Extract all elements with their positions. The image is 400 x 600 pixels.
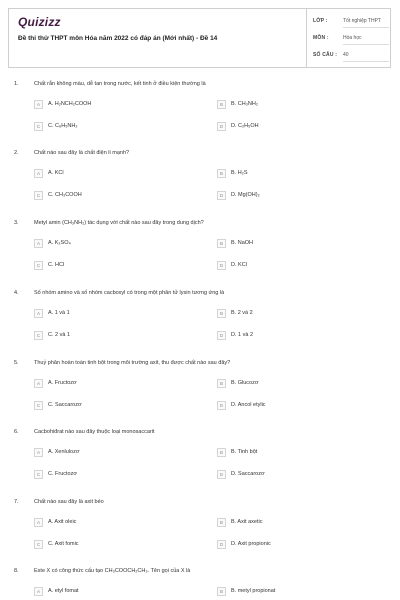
question-number: 7. <box>14 499 19 505</box>
option-b[interactable] <box>217 239 367 250</box>
option-c[interactable] <box>34 191 184 202</box>
option-text: C. 2 và 1 <box>48 332 71 338</box>
option-b[interactable] <box>217 309 367 320</box>
option-a[interactable] <box>34 448 184 459</box>
option-a[interactable] <box>34 169 184 180</box>
option-b[interactable] <box>217 169 367 180</box>
option-text: C. Saccarozơ <box>48 402 82 408</box>
question-text: Chất nào sau đây là chất điện li mạnh? <box>34 150 130 156</box>
option-text: B. 2 và 2 <box>231 310 253 316</box>
meta-count-value: 40 <box>343 52 349 58</box>
option-text: D. C₂H₅OH <box>231 123 259 129</box>
option-letter-box: C <box>34 191 43 200</box>
quizizz-logo: Quizizz <box>18 15 61 29</box>
option-text: B. Axit axetic <box>231 519 263 525</box>
option-text: B. H₂S <box>231 170 248 176</box>
option-letter-box: A <box>34 448 43 457</box>
option-a[interactable] <box>34 239 184 250</box>
option-c[interactable] <box>34 331 184 342</box>
option-a[interactable] <box>34 309 184 320</box>
question-text: Chất nào sau đây là axit béo <box>34 499 104 505</box>
option-letter-box: D <box>217 122 226 131</box>
option-c[interactable] <box>34 401 184 412</box>
question-number: 3. <box>14 220 19 226</box>
option-c[interactable] <box>34 122 184 133</box>
option-text: D. KCl <box>231 262 247 268</box>
option-text: A. 1 và 1 <box>48 310 70 316</box>
question-2 <box>0 150 400 218</box>
option-d[interactable] <box>217 470 367 481</box>
question-number: 4. <box>14 290 19 296</box>
option-text: C. Axit fomic <box>48 541 79 547</box>
option-text: A. K₂SO₄ <box>48 240 71 246</box>
question-text: Chất rắn không màu, dễ tan trong nước, kết tinh ở điều kiện thường là <box>34 81 206 87</box>
question-text: Cacbohiđrat nào sau đây thuộc loại monosaccarit <box>34 429 155 435</box>
option-d[interactable] <box>217 122 367 133</box>
option-text: A. Xenlulozơ <box>48 449 80 455</box>
worksheet-title: Đề thi thử THPT môn Hóa năm 2022 có đáp án (Mới nhất) - Đề 14 <box>18 35 218 42</box>
option-a[interactable] <box>34 518 184 529</box>
option-letter-box: B <box>217 379 226 388</box>
option-letter-box: C <box>34 470 43 479</box>
question-number: 6. <box>14 429 19 435</box>
meta-divider <box>343 27 389 28</box>
option-letter-box: B <box>217 239 226 248</box>
meta-class-value: Tốt nghiệp THPT <box>343 18 381 24</box>
option-text: B. Glucozơ <box>231 380 259 386</box>
option-letter-box: A <box>34 518 43 527</box>
option-text: D. 1 và 2 <box>231 332 254 338</box>
option-text: A. H₂NCH₂COOH <box>48 101 92 107</box>
option-letter-box: C <box>34 540 43 549</box>
option-d[interactable] <box>217 401 367 412</box>
meta-count-label: SỐ CÂU : <box>313 52 338 58</box>
option-c[interactable] <box>34 470 184 481</box>
option-letter-box: A <box>34 379 43 388</box>
option-d[interactable] <box>217 540 367 551</box>
option-letter-box: C <box>34 401 43 410</box>
option-a[interactable] <box>34 379 184 390</box>
question-6 <box>0 429 400 497</box>
question-number: 1. <box>14 81 19 87</box>
option-text: B. NaOH <box>231 240 254 246</box>
question-5 <box>0 360 400 428</box>
option-text: A. Fructozơ <box>48 380 77 386</box>
option-b[interactable] <box>217 587 367 598</box>
question-text: Metyl amin (CH₃NH₂) tác dụng với chất nào sau đây trong dung dịch? <box>34 220 204 226</box>
meta-subject-value: Hóa học <box>343 35 362 41</box>
option-text: A. etyl fomat <box>48 588 79 594</box>
option-letter-box: B <box>217 100 226 109</box>
option-text: A. KCl <box>48 170 64 176</box>
meta-count <box>313 52 391 66</box>
option-d[interactable] <box>217 191 367 202</box>
option-letter-box: C <box>34 122 43 131</box>
option-letter-box: B <box>217 448 226 457</box>
option-text: C. HCl <box>48 262 65 268</box>
option-b[interactable] <box>217 518 367 529</box>
option-letter-box: A <box>34 239 43 248</box>
option-letter-box: D <box>217 401 226 410</box>
option-letter-box: B <box>217 169 226 178</box>
option-letter-box: A <box>34 309 43 318</box>
option-d[interactable] <box>217 261 367 272</box>
worksheet-meta <box>306 9 391 67</box>
option-c[interactable] <box>34 261 184 272</box>
option-text: B. metyl propionat <box>231 588 276 594</box>
option-letter-box: A <box>34 100 43 109</box>
option-letter-box: B <box>217 518 226 527</box>
meta-class <box>313 18 391 32</box>
option-text: D. Ancol etylic <box>231 402 266 408</box>
meta-class-label: LỚP : <box>313 18 328 24</box>
option-letter-box: B <box>217 587 226 596</box>
worksheet-header <box>8 8 391 68</box>
question-3 <box>0 220 400 288</box>
option-letter-box: B <box>217 309 226 318</box>
question-number: 2. <box>14 150 19 156</box>
option-letter-box: D <box>217 331 226 340</box>
option-letter-box: C <box>34 261 43 270</box>
option-text: B. CH₃NH₂ <box>231 101 258 107</box>
option-c[interactable] <box>34 540 184 551</box>
option-letter-box: A <box>34 587 43 596</box>
option-letter-box: D <box>217 191 226 200</box>
question-7 <box>0 499 400 567</box>
option-b[interactable] <box>217 448 367 459</box>
option-letter-box: D <box>217 470 226 479</box>
meta-divider <box>343 61 389 62</box>
option-text: D. Axit propionic <box>231 541 271 547</box>
meta-divider <box>343 44 389 45</box>
option-text: D. Saccarozơ <box>231 471 265 477</box>
meta-subject-label: MÔN : <box>313 35 329 41</box>
option-letter-box: C <box>34 331 43 340</box>
option-text: C. Fructozơ <box>48 471 77 477</box>
option-b[interactable] <box>217 379 367 390</box>
option-letter-box: A <box>34 169 43 178</box>
option-text: B. Tinh bột <box>231 449 258 455</box>
question-4 <box>0 290 400 358</box>
option-b[interactable] <box>217 100 367 111</box>
option-text: C. CH₃COOH <box>48 192 82 198</box>
option-d[interactable] <box>217 331 367 342</box>
question-text: Số nhóm amino và số nhóm cacboxyl có trong một phân tử lysin tương ứng là <box>34 290 225 296</box>
option-a[interactable] <box>34 100 184 111</box>
option-text: A. Axit oleic <box>48 519 77 525</box>
question-8 <box>0 568 400 600</box>
question-text: Thuỷ phân hoàn toàn tinh bột trong môi trường axit, thu được chất nào sau đây? <box>34 360 231 366</box>
question-1 <box>0 81 400 149</box>
option-text: C. C₆H₅NH₂ <box>48 123 78 129</box>
option-a[interactable] <box>34 587 184 598</box>
meta-subject <box>313 35 391 49</box>
option-letter-box: D <box>217 261 226 270</box>
question-number: 8. <box>14 568 19 574</box>
question-number: 5. <box>14 360 19 366</box>
option-text: D. Mg(OH)₂ <box>231 192 260 198</box>
option-letter-box: D <box>217 540 226 549</box>
question-text: Este X có công thức cấu tạo CH₃COOCH₂CH₃. Tên gọi của X là <box>34 568 191 574</box>
